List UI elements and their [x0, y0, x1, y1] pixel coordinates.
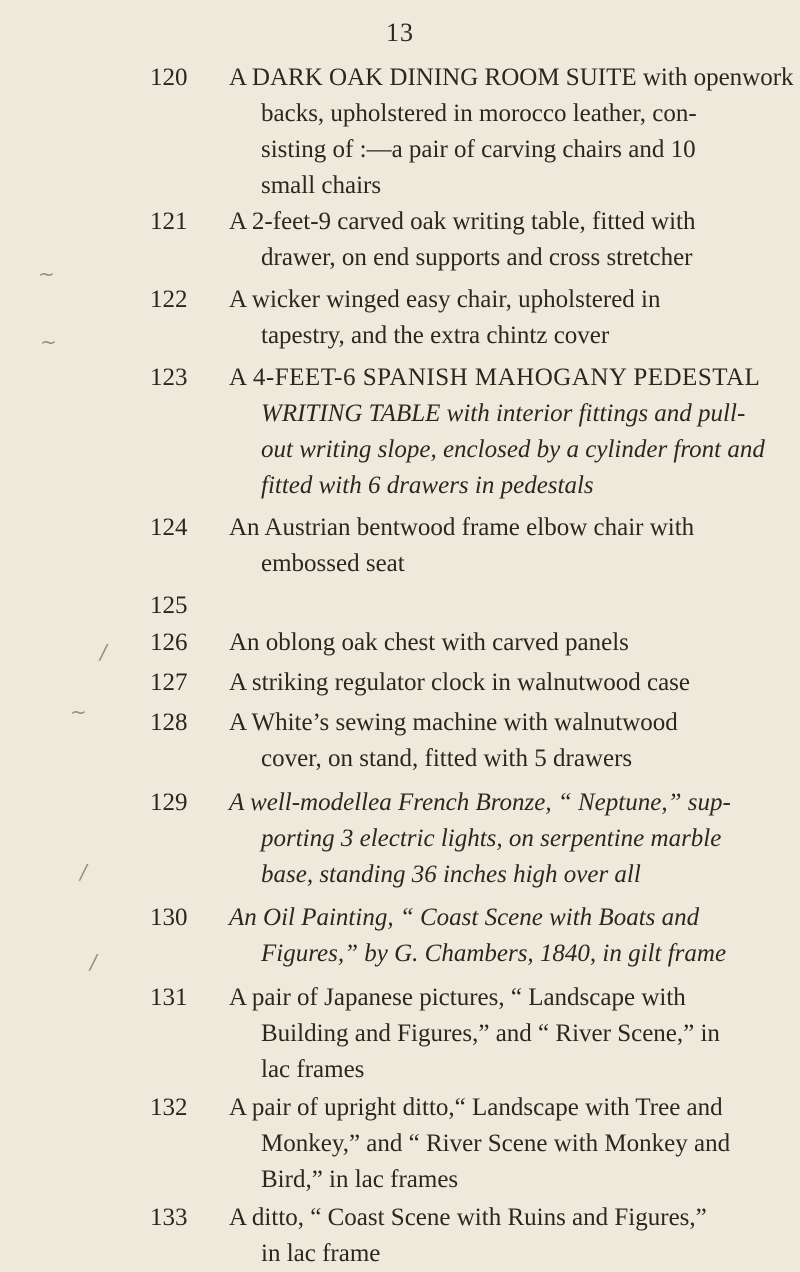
- lot-line: embossed seat: [261, 550, 405, 577]
- lot-number: 122: [150, 286, 188, 313]
- lot-line: out writing slope, enclosed by a cylinder front and: [261, 436, 765, 463]
- lot-line: porting 3 electric lights, on serpentine marble: [261, 825, 722, 852]
- lot-description: [229, 785, 769, 893]
- lot-number: 124: [150, 514, 188, 541]
- lot-line: A 2-feet-9 carved oak writing table, fitted with: [229, 208, 696, 235]
- lot-line: fitted with 6 drawers in pedestals: [261, 472, 594, 499]
- lot-line: lac frames: [261, 1056, 365, 1083]
- lot-number: 120: [150, 64, 188, 91]
- page-number: 13: [386, 18, 414, 47]
- lot-line: An Oil Painting, “ Coast Scene with Boats and: [229, 904, 700, 931]
- lot-number: 121: [150, 208, 188, 235]
- lot-description: [229, 980, 769, 1088]
- lot-line: Figures,” by G. Chambers, 1840, in gilt frame: [261, 940, 727, 967]
- lot-line: Monkey,” and “ River Scene with Monkey and: [261, 1130, 731, 1157]
- lot-description: [229, 510, 769, 582]
- lot-line: An Austrian bentwood frame elbow chair with: [229, 514, 695, 541]
- lot-line: sisting of :—a pair of carving chairs and 10: [261, 136, 696, 163]
- lot-line: tapestry, and the extra chintz cover: [261, 322, 610, 349]
- lot-line: in lac frame: [261, 1240, 381, 1267]
- lot-number: 132: [150, 1094, 188, 1121]
- lot-line: A DARK OAK DINING ROOM SUITE with openwork: [229, 64, 794, 91]
- lot-description: [229, 282, 769, 354]
- lot-line: drawer, on end supports and cross stretcher: [261, 244, 693, 271]
- lot-line: A wicker winged easy chair, upholstered in: [229, 286, 661, 313]
- lot-number: 130: [150, 904, 188, 931]
- lot-line: A pair of Japanese pictures, “ Landscape with: [229, 984, 686, 1011]
- lot-line: Bird,” in lac frames: [261, 1166, 459, 1193]
- lot-number: 127: [150, 669, 188, 696]
- lot-line: A White’s sewing machine with walnutwood: [229, 709, 678, 736]
- lot-number: 133: [150, 1204, 188, 1231]
- lot-description: [229, 204, 769, 276]
- lot-line: cover, on stand, fitted with 5 drawers: [261, 745, 633, 772]
- lot-number: 125: [150, 592, 188, 619]
- lot-line: Building and Figures,” and “ River Scene,” in: [261, 1020, 720, 1047]
- lot-description: [229, 705, 769, 777]
- pencil-margin-annotations: ~ ~ / ~ / /: [38, 262, 107, 974]
- lot-line: An oblong oak chest with carved panels: [229, 629, 629, 656]
- lot-number: 123: [150, 364, 188, 391]
- lot-description: [229, 1200, 769, 1272]
- lot-number: 131: [150, 984, 188, 1011]
- lot-line: A well-modellea French Bronze, “ Neptune,” sup-: [229, 789, 731, 816]
- lot-description: [229, 360, 769, 504]
- lot-line: backs, upholstered in morocco leather, con-: [261, 100, 697, 127]
- lot-line: WRITING TABLE with interior fittings and pull-: [261, 400, 746, 427]
- lot-number: 126: [150, 629, 188, 656]
- lot-line: base, standing 36 inches high over all: [261, 861, 641, 888]
- lot-line: small chairs: [261, 172, 382, 199]
- lot-description: [229, 665, 769, 701]
- lot-line: A striking regulator clock in walnutwood case: [229, 669, 690, 696]
- lot-line: A ditto, “ Coast Scene with Ruins and Figures,”: [229, 1204, 707, 1231]
- lot-number: 129: [150, 789, 188, 816]
- lot-description: [229, 1090, 769, 1198]
- lot-description: [229, 625, 769, 661]
- lot-number: 128: [150, 709, 188, 736]
- lot-description: [229, 900, 769, 972]
- lot-description: [229, 60, 794, 204]
- lot-line: A 4-FEET-6 SPANISH MAHOGANY PEDESTAL: [229, 364, 761, 391]
- lot-line: A pair of upright ditto,“ Landscape with Tree and: [229, 1094, 723, 1121]
